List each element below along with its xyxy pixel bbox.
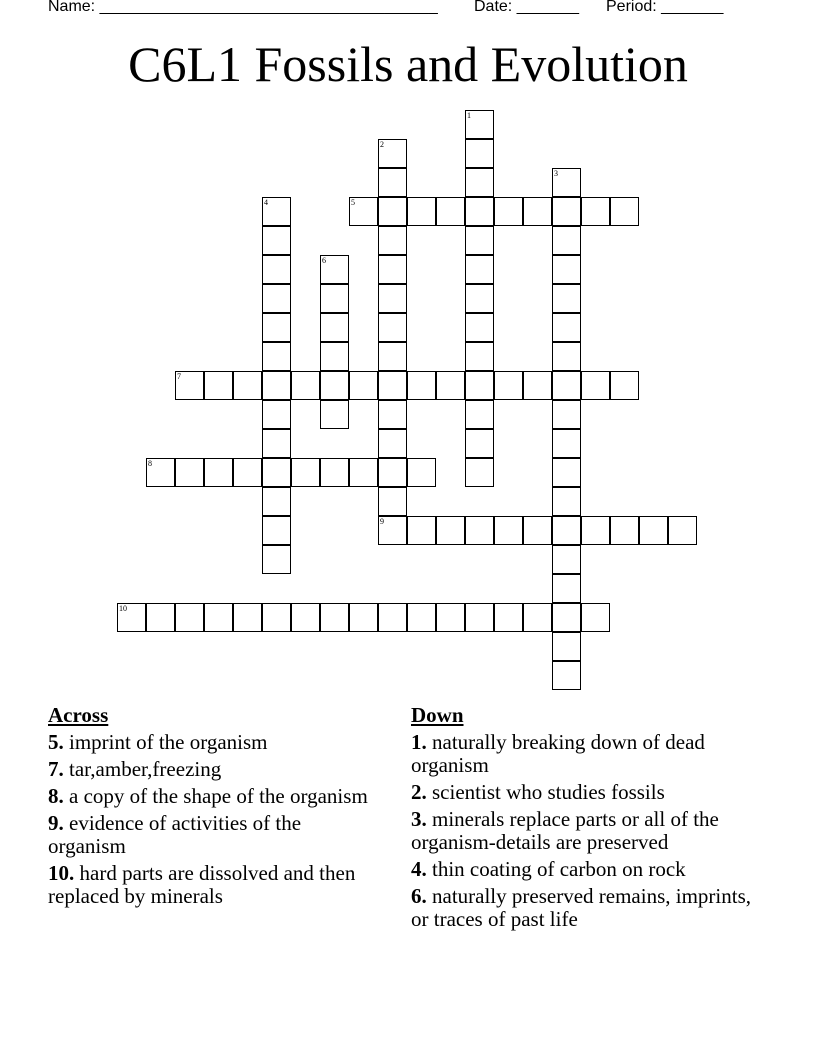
- crossword-cell[interactable]: [175, 603, 204, 632]
- crossword-cell[interactable]: [465, 197, 494, 226]
- crossword-cell[interactable]: [204, 458, 233, 487]
- crossword-cell[interactable]: [378, 371, 407, 400]
- crossword-cell[interactable]: [378, 603, 407, 632]
- crossword-cell[interactable]: [262, 458, 291, 487]
- page-title: C6L1 Fossils and Evolution: [128, 36, 688, 92]
- crossword-cell[interactable]: [465, 139, 494, 168]
- crossword-cell[interactable]: [262, 226, 291, 255]
- clue-text: imprint of the organism: [63, 730, 268, 754]
- clue-number: 10.: [48, 861, 75, 885]
- clue-number: 8.: [48, 784, 64, 808]
- crossword-cell[interactable]: [262, 284, 291, 313]
- crossword-cell[interactable]: [204, 371, 233, 400]
- clue-number: 1: [467, 111, 471, 120]
- clue-number: 5.: [48, 730, 64, 754]
- crossword-cell[interactable]: [117, 603, 146, 632]
- crossword-cell[interactable]: [639, 516, 668, 545]
- crossword-cell[interactable]: [262, 603, 291, 632]
- across-clue: [48, 785, 378, 808]
- crossword-cell[interactable]: [378, 197, 407, 226]
- crossword-cell[interactable]: [523, 197, 552, 226]
- crossword-cell[interactable]: [581, 371, 610, 400]
- clue-text: a copy of the shape of the organism: [63, 784, 368, 808]
- crossword-cell[interactable]: [610, 371, 639, 400]
- crossword-cell[interactable]: [378, 168, 407, 197]
- crossword-cell[interactable]: [262, 545, 291, 574]
- crossword-cell[interactable]: [262, 313, 291, 342]
- crossword-cell[interactable]: [320, 313, 349, 342]
- crossword-cell[interactable]: [349, 371, 378, 400]
- crossword-cell[interactable]: [610, 516, 639, 545]
- down-clues: [411, 703, 761, 935]
- crossword-cell[interactable]: [262, 197, 291, 226]
- crossword-cell[interactable]: [552, 545, 581, 574]
- crossword-cell[interactable]: [668, 516, 697, 545]
- crossword-cell[interactable]: [465, 429, 494, 458]
- clue-text: naturally breaking down of dead organism: [411, 730, 705, 777]
- crossword-cell[interactable]: [349, 458, 378, 487]
- crossword-cell[interactable]: [146, 458, 175, 487]
- crossword-cell[interactable]: [552, 284, 581, 313]
- crossword-cell[interactable]: [378, 139, 407, 168]
- period-field[interactable]: Period: _______: [606, 0, 724, 15]
- crossword-cell[interactable]: [378, 458, 407, 487]
- clue-number: 4: [264, 198, 268, 207]
- crossword-cell[interactable]: [465, 313, 494, 342]
- clue-text: hard parts are dissolved and then replaced by minerals: [48, 861, 356, 908]
- crossword-cell[interactable]: [378, 516, 407, 545]
- crossword-cell[interactable]: [523, 603, 552, 632]
- clue-number: 2: [380, 140, 384, 149]
- crossword-cell[interactable]: [320, 342, 349, 371]
- crossword-cell[interactable]: [349, 603, 378, 632]
- crossword-cell[interactable]: [552, 197, 581, 226]
- name-field[interactable]: Name: ______________________________________: [48, 0, 438, 15]
- clue-number: 1.: [411, 730, 427, 754]
- crossword-cell[interactable]: [552, 168, 581, 197]
- clue-text: thin coating of carbon on rock: [426, 857, 686, 881]
- down-clue: [411, 731, 761, 777]
- crossword-cell[interactable]: [262, 516, 291, 545]
- across-clue: [48, 731, 378, 754]
- crossword-cell[interactable]: [465, 284, 494, 313]
- crossword-cell[interactable]: [552, 574, 581, 603]
- crossword-cell[interactable]: [262, 342, 291, 371]
- down-heading: Down: [411, 703, 464, 727]
- crossword-cell[interactable]: [378, 226, 407, 255]
- crossword-cell[interactable]: [494, 603, 523, 632]
- clue-text: naturally preserved remains, imprints, or traces of past life: [411, 884, 751, 931]
- crossword-cell[interactable]: [523, 516, 552, 545]
- crossword-cell[interactable]: [465, 255, 494, 284]
- crossword-cell[interactable]: [581, 197, 610, 226]
- down-clue: [411, 781, 761, 804]
- crossword-cell[interactable]: [320, 255, 349, 284]
- crossword-cell[interactable]: [552, 255, 581, 284]
- crossword-cell[interactable]: [320, 603, 349, 632]
- crossword-cell[interactable]: [378, 400, 407, 429]
- crossword-cell[interactable]: [436, 516, 465, 545]
- crossword-cell[interactable]: [262, 255, 291, 284]
- crossword-cell[interactable]: [494, 197, 523, 226]
- crossword-cell[interactable]: [320, 400, 349, 429]
- crossword-cell[interactable]: [465, 516, 494, 545]
- clue-text: tar,amber,freezing: [63, 757, 222, 781]
- crossword-cell[interactable]: [407, 197, 436, 226]
- crossword-cell[interactable]: [552, 400, 581, 429]
- crossword-cell[interactable]: [378, 284, 407, 313]
- across-heading: Across: [48, 703, 109, 727]
- crossword-cell[interactable]: [436, 371, 465, 400]
- crossword-cell[interactable]: [291, 458, 320, 487]
- crossword-cell[interactable]: [320, 284, 349, 313]
- clue-number: 3.: [411, 807, 427, 831]
- crossword-cell[interactable]: [291, 603, 320, 632]
- clue-number: 7.: [48, 757, 64, 781]
- crossword-cell[interactable]: [378, 429, 407, 458]
- crossword-cell[interactable]: [262, 400, 291, 429]
- across-clue: [48, 862, 378, 908]
- clue-number: 4.: [411, 857, 427, 881]
- crossword-cell[interactable]: [465, 371, 494, 400]
- date-field[interactable]: Date: _______: [474, 0, 579, 15]
- crossword-cell[interactable]: [378, 255, 407, 284]
- crossword-cell[interactable]: [465, 400, 494, 429]
- crossword-cell[interactable]: [204, 603, 233, 632]
- clue-text: evidence of activities of the organism: [48, 811, 302, 858]
- crossword-cell[interactable]: [349, 197, 378, 226]
- crossword-cell[interactable]: [436, 197, 465, 226]
- crossword-cell[interactable]: [378, 313, 407, 342]
- clue-number: 6: [322, 256, 326, 265]
- clue-number: 9: [380, 517, 384, 526]
- crossword-cell[interactable]: [378, 487, 407, 516]
- crossword-cell[interactable]: [581, 603, 610, 632]
- crossword-cell[interactable]: [552, 603, 581, 632]
- crossword-cell[interactable]: [175, 458, 204, 487]
- down-clue: [411, 808, 761, 854]
- crossword-cell[interactable]: [291, 371, 320, 400]
- crossword-cell[interactable]: [552, 487, 581, 516]
- crossword-cell[interactable]: [262, 371, 291, 400]
- crossword-cell[interactable]: [552, 226, 581, 255]
- crossword-cell[interactable]: [465, 458, 494, 487]
- crossword-cell[interactable]: [407, 516, 436, 545]
- crossword-cell[interactable]: [552, 313, 581, 342]
- crossword-cell[interactable]: [465, 342, 494, 371]
- across-clues: [48, 703, 378, 912]
- crossword-cell[interactable]: [407, 371, 436, 400]
- crossword-cell[interactable]: [610, 197, 639, 226]
- crossword-cell[interactable]: [233, 371, 262, 400]
- crossword-cell[interactable]: [262, 429, 291, 458]
- crossword-cell[interactable]: [552, 342, 581, 371]
- crossword-cell[interactable]: [465, 226, 494, 255]
- crossword-cell[interactable]: [465, 168, 494, 197]
- crossword-cell[interactable]: [494, 371, 523, 400]
- crossword-cell[interactable]: [552, 429, 581, 458]
- crossword-cell[interactable]: [552, 371, 581, 400]
- crossword-cell[interactable]: [581, 516, 610, 545]
- crossword-cell[interactable]: [552, 516, 581, 545]
- crossword-cell[interactable]: [552, 632, 581, 661]
- across-clue: [48, 758, 378, 781]
- crossword-cell[interactable]: [378, 342, 407, 371]
- crossword-cell[interactable]: [552, 661, 581, 690]
- crossword-cell[interactable]: [523, 371, 552, 400]
- crossword-cell[interactable]: [175, 371, 204, 400]
- crossword-cell[interactable]: [407, 458, 436, 487]
- crossword-cell[interactable]: [465, 603, 494, 632]
- down-clue: [411, 885, 761, 931]
- crossword-cell[interactable]: [320, 458, 349, 487]
- crossword-cell[interactable]: [320, 371, 349, 400]
- clue-number: 9.: [48, 811, 64, 835]
- crossword-cell[interactable]: [494, 516, 523, 545]
- across-clue: [48, 812, 378, 858]
- crossword-cell[interactable]: [407, 603, 436, 632]
- clue-text: minerals replace parts or all of the organism-details are preserved: [411, 807, 719, 854]
- clue-number: 6.: [411, 884, 427, 908]
- crossword-cell[interactable]: [552, 458, 581, 487]
- crossword-cell[interactable]: [436, 603, 465, 632]
- crossword-cell[interactable]: [146, 603, 175, 632]
- clue-number: 8: [148, 459, 152, 468]
- crossword-cell[interactable]: [233, 458, 262, 487]
- crossword-cell[interactable]: [465, 110, 494, 139]
- clue-text: scientist who studies fossils: [426, 780, 665, 804]
- clue-number: 7: [177, 372, 181, 381]
- clue-number: 3: [554, 169, 558, 178]
- down-clue: [411, 858, 761, 881]
- clue-number: 10: [119, 604, 127, 613]
- crossword-cell[interactable]: [262, 487, 291, 516]
- clue-number: 2.: [411, 780, 427, 804]
- crossword-cell[interactable]: [233, 603, 262, 632]
- clue-number: 5: [351, 198, 355, 207]
